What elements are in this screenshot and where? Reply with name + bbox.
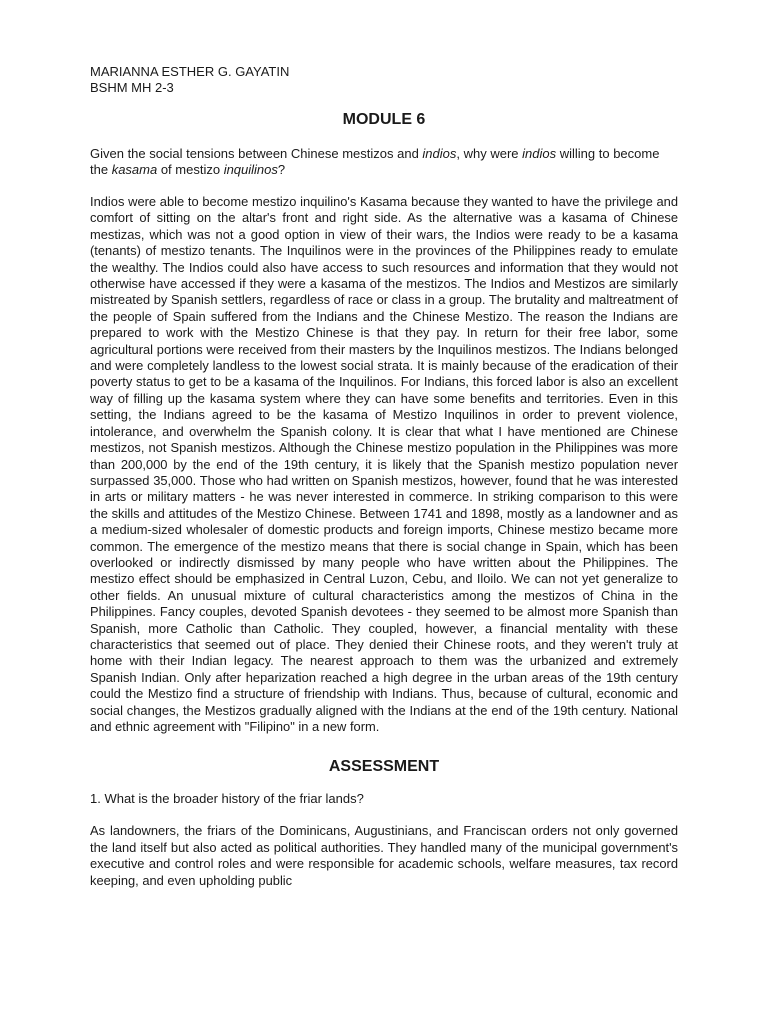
student-name: MARIANNA ESTHER G. GAYATIN — [90, 64, 290, 79]
assessment-title: ASSESSMENT — [328, 758, 440, 776]
assessment-answer-1: As landowners, the friars of the Dominicans, Augustinians, and Franciscan orders not only governed the land itself but also acted as political authorities. They handled many of the municipal government's executive and control roles and were responsible for academic schools, welfare measures, tax record keeping, and even upholding public — [90, 823, 678, 888]
document-page — [90, 64, 678, 889]
module-title: MODULE 6 — [342, 111, 426, 128]
assessment-question-1: 1. What is the broader history of the friar lands? — [90, 791, 364, 807]
module-question: Given the social tensions between Chinese mestizos and indios, why were indios willing to become the kasama of mestizo inquilinos? — [90, 146, 660, 177]
module-answer: Indios were able to become mestizo inquilino's Kasama because they wanted to have the privilege and comfort of sitting on the altar's front and right side. As the alternative was a kasama of Chinese mestizas, which was not a good option in view of their wars, the Indios were ready to be a kasama (tenants) of mestizo tenants. The Inquilinos were in the provinces of the Philippines ready to emulate the wealthy. The Indios could also have access to such resources and information that they would not otherwise have accessed if they were a kasama of the mestizos. The Indios and Mestizos are similarly mistreated by Spanish settlers, regardless of race or class in a group. The brutality and maltreatment of the people of Spain suffered from the Indians and the Chinese Mestizo. The reason the Indians are prepared to work with the Mestizo Chinese is that they pay. In return for their free labor, some agricultural portions were received from their masters by the Inquilinos mestizos. The Indians belonged and were completely landless to the lowest social strata. It is mainly because of the eradication of their poverty status to get to be a kasama of the Inquilinos. For Indians, this forced labor is also an excellent way of filling up the kasama system where they can have some benefits and territories. Even in this setting, the Indians agreed to be the kasama of Mestizo Inquilinos in order to prevent violence, intolerance, and overwhelm the Spanish colony. It is clear that what I have mentioned are Chinese mestizos, not Spanish mestizos. Although the Chinese mestizo population in the Philippines was more than 200,000 by the end of the 19th century, it is likely that the Spanish mestizo population never surpassed 35,000. Those who had written on Spanish mestizos, however, found that he was interested in arts or military matters - he was never interested in commerce. In striking comparison to this were the skills and attitudes of the Mestizo Chinese. Between 1741 and 1898, mostly as a landowner and as a medium-sized wholesaler of domestic products and foreign imports, Chinese mestizo became more common. The emergence of the mestizo means that there is social change in Spain, which has been overlooked or indirectly dismissed by many people who have written about the Philippines. The mestizo effect should be emphasized in Central Luzon, Cebu, and Iloilo. We can not yet generalize to other fields. An unusual mixture of cultural characteristics among the mestizos of China in the Philippines. Fancy couples, devoted Spanish devotees - they seemed to be almost more Spanish than Spanish, more Catholic than Catholic. They coupled, however, a financial mentality with these characteristics that seemed out of place. They denied their Chinese roots, and they weren't truly at home with their Indian legacy. The nearest approach to them was the urbanized and extremely Spanish Indian. Only after heparization reached a high degree in the urban areas of the 19th century could the Mestizo find a structure of friendship with Indians. Thus, because of cultural, economic and social changes, the Mestizos gradually aligned with the Indians at the end of the 19th century. National and ethnic agreement with "Filipino" in a new form. — [90, 194, 679, 734]
student-section: BSHM MH 2-3 — [90, 80, 174, 95]
